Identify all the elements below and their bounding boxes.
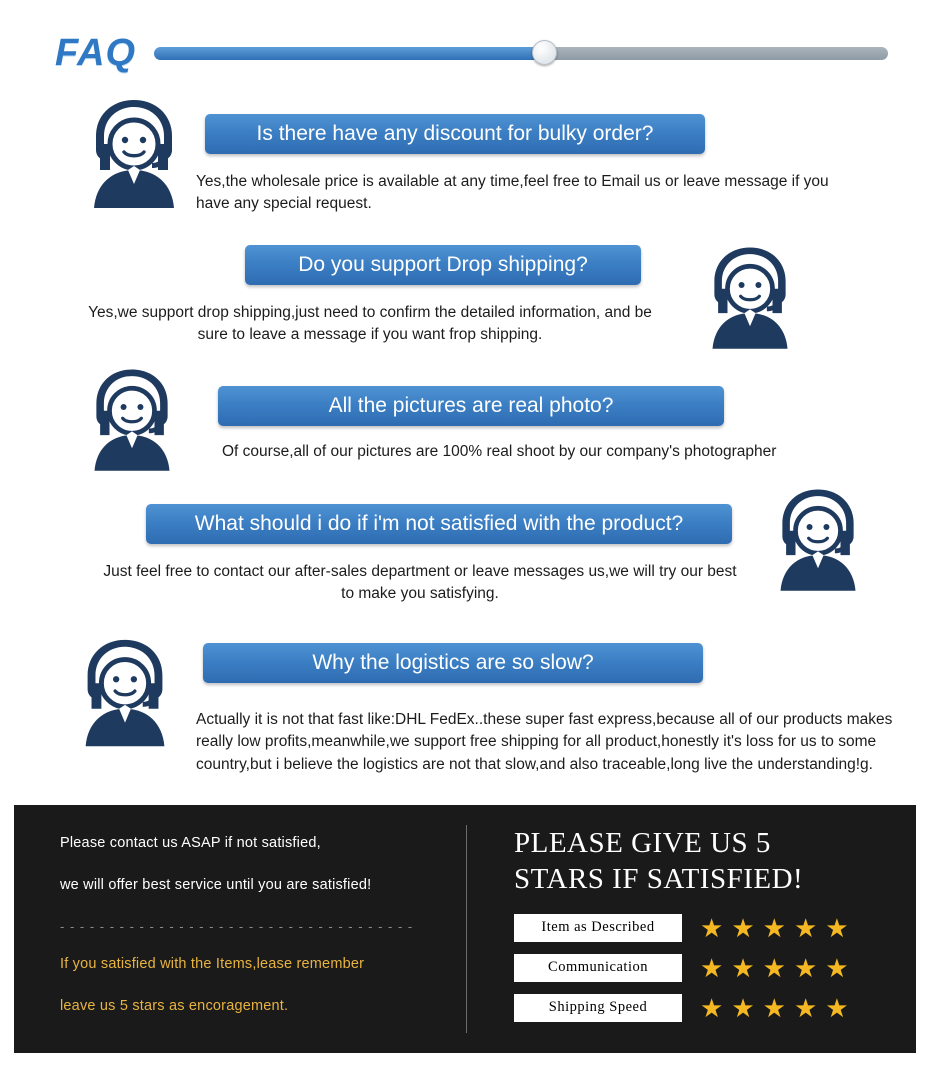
- rating-stars: [700, 912, 849, 943]
- footer-line-1: Please contact us ASAP if not satisfied,: [60, 835, 321, 851]
- rating-rows: [514, 914, 916, 1022]
- rating-label: Item as Described: [514, 914, 682, 942]
- footer-line-3: If you satisfied with the Items,lease remember: [60, 956, 365, 972]
- support-agent-icon: [72, 362, 192, 482]
- faq-answer: Of course,all of our pictures are 100% real shoot by our company's photographer: [222, 443, 777, 460]
- star-icon: ★: [825, 992, 849, 1023]
- avatar: [758, 482, 878, 602]
- faq-question[interactable]: All the pictures are real photo?: [218, 386, 724, 426]
- rating-stars: [700, 952, 849, 983]
- rating-stars: [700, 992, 849, 1023]
- star-icon: ★: [731, 952, 755, 983]
- star-icon: ★: [825, 952, 849, 983]
- rating-request-block: [466, 805, 916, 1053]
- rating-row: [514, 914, 916, 942]
- avatar: [62, 632, 188, 758]
- support-agent-icon: [690, 240, 810, 360]
- rating-headline-1: PLEASE GIVE US 5: [514, 827, 771, 859]
- support-agent-icon: [70, 92, 198, 220]
- footer-message-block: [14, 805, 466, 1053]
- star-icon: ★: [762, 912, 786, 943]
- footer-line-4: leave us 5 stars as encoragement.: [60, 998, 289, 1014]
- rating-row: [514, 954, 916, 982]
- footer-panel: [14, 805, 916, 1053]
- support-agent-icon: [758, 482, 878, 602]
- star-icon: ★: [700, 992, 724, 1023]
- star-icon: ★: [762, 992, 786, 1023]
- star-icon: ★: [700, 912, 724, 943]
- progress-slider[interactable]: [154, 45, 888, 61]
- faq-header: [0, 22, 930, 84]
- avatar: [690, 240, 810, 360]
- faq-answer: Yes,we support drop shipping,just need to confirm the detailed information, and be sure to leave a message if you want frop shipping.: [88, 304, 652, 344]
- star-icon: ★: [731, 992, 755, 1023]
- faq-question[interactable]: Why the logistics are so slow?: [203, 643, 703, 683]
- faq-question[interactable]: What should i do if i'm not satisfied with the product?: [146, 504, 732, 544]
- star-icon: ★: [793, 952, 818, 983]
- rating-row: [514, 994, 916, 1022]
- faq-answer: Yes,the wholesale price is available at any time,feel free to Email us or leave message if you have any special request.: [196, 173, 829, 213]
- slider-filled-track: [154, 47, 543, 60]
- faq-answer: Just feel free to contact our after-sales department or leave messages us,we will try our best to make you satisfying.: [103, 563, 737, 603]
- star-icon: ★: [700, 952, 724, 983]
- star-icon: ★: [731, 912, 755, 943]
- rating-headline-2: STARS IF SATISFIED!: [514, 863, 804, 896]
- star-icon: ★: [793, 992, 818, 1023]
- slider-handle[interactable]: [532, 40, 557, 65]
- support-agent-icon: [62, 632, 188, 758]
- rating-label: Communication: [514, 954, 682, 982]
- faq-answer: Actually it is not that fast like:DHL FedEx..these super fast express,because all of our products makes really low profits,meanwhile,we support free shipping for all product,honestly it's loss for us to some country,but i believe the logistics are not that slow,and also traceable,long live the understanding!g.: [196, 711, 893, 773]
- slider-empty-track: [543, 47, 888, 60]
- faq-question[interactable]: Do you support Drop shipping?: [245, 245, 641, 285]
- faq-question[interactable]: Is there have any discount for bulky order?: [205, 114, 705, 154]
- avatar: [72, 362, 192, 482]
- page-title: FAQ: [55, 31, 137, 74]
- footer-line-2: we will offer best service until you are satisfied!: [60, 877, 372, 893]
- rating-label: Shipping Speed: [514, 994, 682, 1022]
- star-icon: ★: [793, 912, 818, 943]
- footer-divider-dashes: - - - - - - - - - - - - - - - - - - - - - - - - - - - - - - - - - - - -: [60, 919, 414, 934]
- star-icon: ★: [825, 912, 849, 943]
- star-icon: ★: [762, 952, 786, 983]
- avatar: [70, 92, 198, 220]
